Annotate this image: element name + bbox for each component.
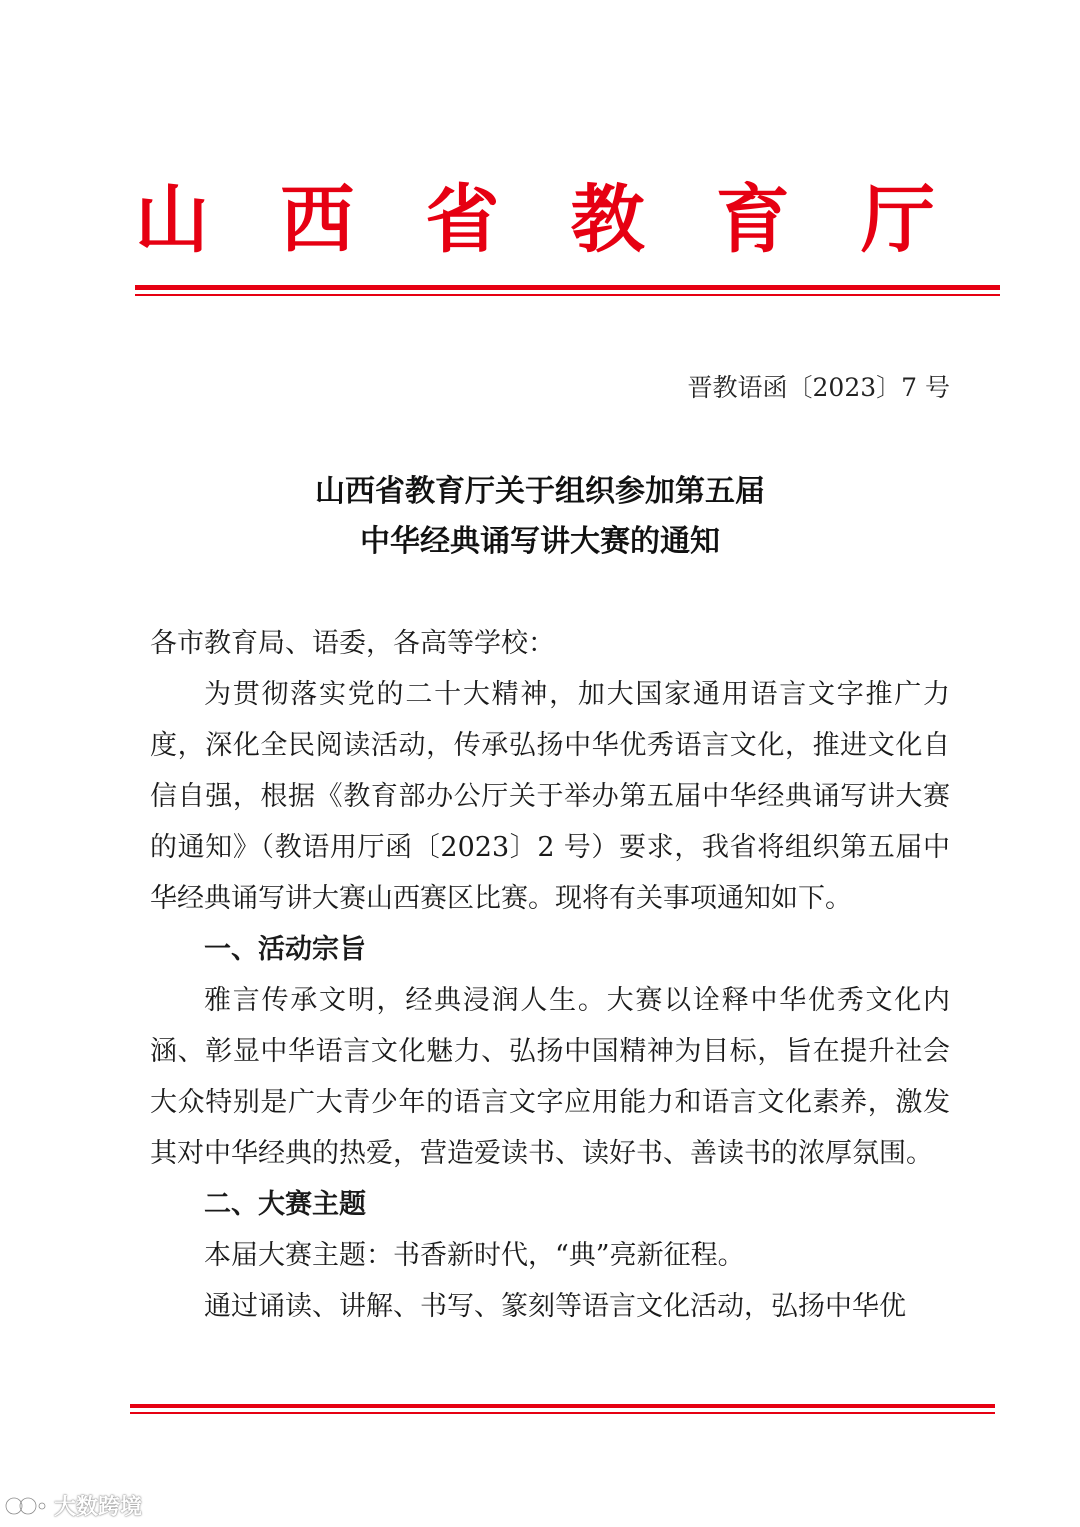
header-char: 山 [135,177,209,263]
header-rule-thin [135,294,1000,296]
salutation: 各市教育局、语委，各高等学校： [150,628,555,659]
header-char: 教 [570,177,645,263]
watermark [4,1490,142,1521]
section-heading: 二、大赛主题 [204,1189,366,1220]
watermark-text: 大数跨境 [54,1495,143,1520]
header-rule-thick [135,285,1000,290]
header-char: 西 [280,177,355,263]
section-paragraph: 通过诵读、讲解、书写、篆刻等语言文化活动，弘扬中华优 [204,1291,906,1322]
intro-paragraph: 为贯彻落实党的二十大精神，加大国家通用语言文字推广力度，深化全民阅读活动，传承弘扬中华优秀语言文化，推进文化自信自强，根据《教育部办公厅关于举办第五届中华经典诵写讲大赛的通知》（教语用厅函〔2023〕2 号）要求，我省将组织第五届中华经典诵写讲大赛山西赛区比赛。现将有关事项通知如下。 [150,679,950,914]
footer-rule-thin [130,1412,995,1414]
document-title-line-1: 山西省教育厅关于组织参加第五届 [315,474,765,509]
section-paragraph: 雅言传承文明，经典浸润人生。大赛以诠释中华优秀文化内涵、彰显中华语言文化魅力、弘扬中国精神为目标，旨在提升社会大众特别是广大青少年的语言文字应用能力和语言文化素养，激发其对中华经典的热爱，营造爱读书、读好书、善读书的浓厚氛围。 [150,985,950,1169]
header-char: 厅 [860,177,935,263]
document-body [150,618,950,1332]
section-paragraph: 本届大赛主题：书香新时代，“典”亮新征程。 [204,1240,745,1271]
document-title-line-2: 中华经典诵写讲大赛的通知 [360,524,720,559]
header-char: 省 [425,177,500,263]
section-heading: 一、活动宗旨 [204,934,366,965]
header-char: 育 [715,177,790,263]
document-number: 晋教语函〔2023〕7 号 [687,373,950,402]
watermark-logo-icon [4,1494,48,1518]
footer-rule-thick [130,1404,995,1408]
issuing-authority-header [135,170,935,270]
